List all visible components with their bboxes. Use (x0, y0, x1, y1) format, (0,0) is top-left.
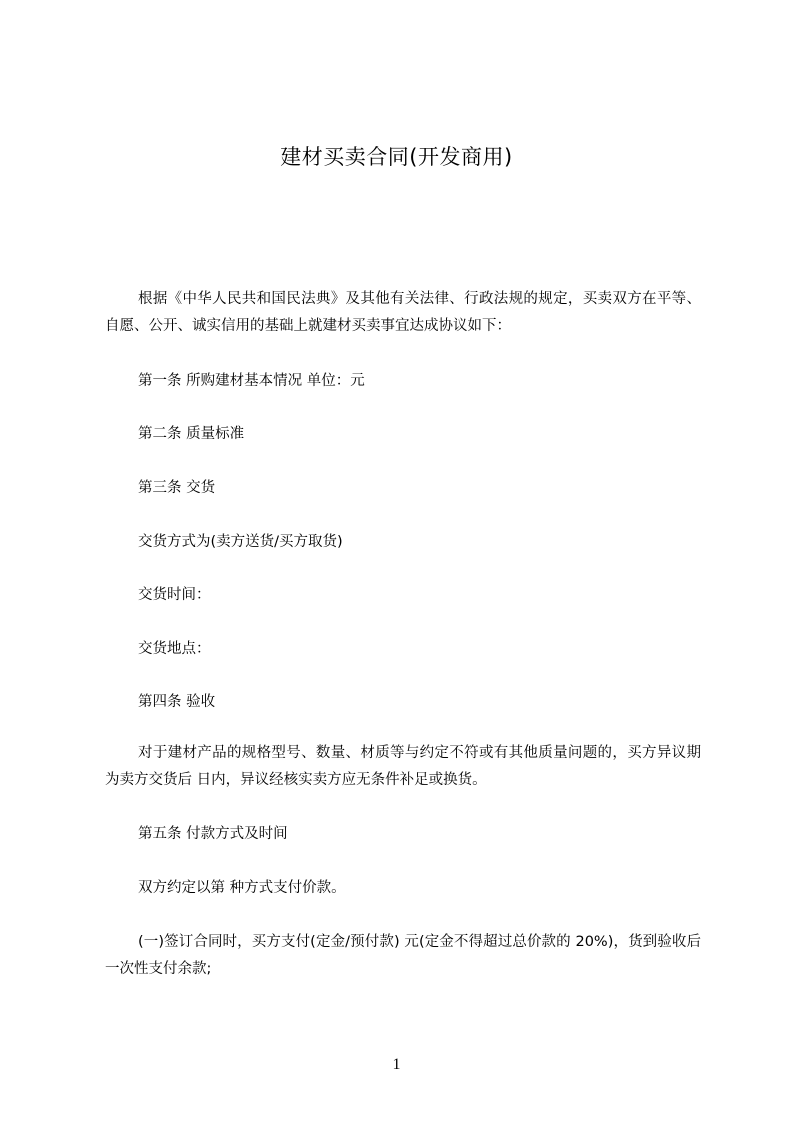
delivery-place-line: 交货地点： (138, 641, 211, 657)
article-3-heading: 第三条 交货 (138, 480, 216, 496)
delivery-method-line: 交货方式为(卖方送货/买方取货) (138, 534, 343, 550)
document-title: 建材买卖合同(开发商用) (280, 145, 513, 169)
delivery-time-line: 交货时间： (138, 587, 211, 603)
page-number: 1 (392, 1056, 401, 1073)
article-2-heading: 第二条 质量标准 (138, 426, 245, 442)
inspection-paragraph: 对于建材产品的规格型号、数量、材质等与约定不符或有其他质量问题的，买方异议期为卖方交货后 日内，异议经核实卖方应无条件补足或换货。 (105, 745, 701, 788)
article-4-heading: 第四条 验收 (138, 694, 216, 710)
article-5-heading: 第五条 付款方式及时间 (138, 826, 288, 842)
payment-method-line: 双方约定以第 种方式支付价款。 (138, 880, 346, 896)
article-1-heading: 第一条 所购建材基本情况 单位：元 (138, 373, 365, 389)
preamble-paragraph: 根据《中华人民共和国民法典》及其他有关法律、行政法规的规定，买卖双方在平等、自愿、公开、诚实信用的基础上就建材买卖事宜达成协议如下： (105, 291, 701, 334)
payment-option-1-paragraph: (一)签订合同时，买方支付(定金/预付款) 元(定金不得超过总价款的 20%)，货到验收后一次性支付余款; (105, 934, 701, 977)
